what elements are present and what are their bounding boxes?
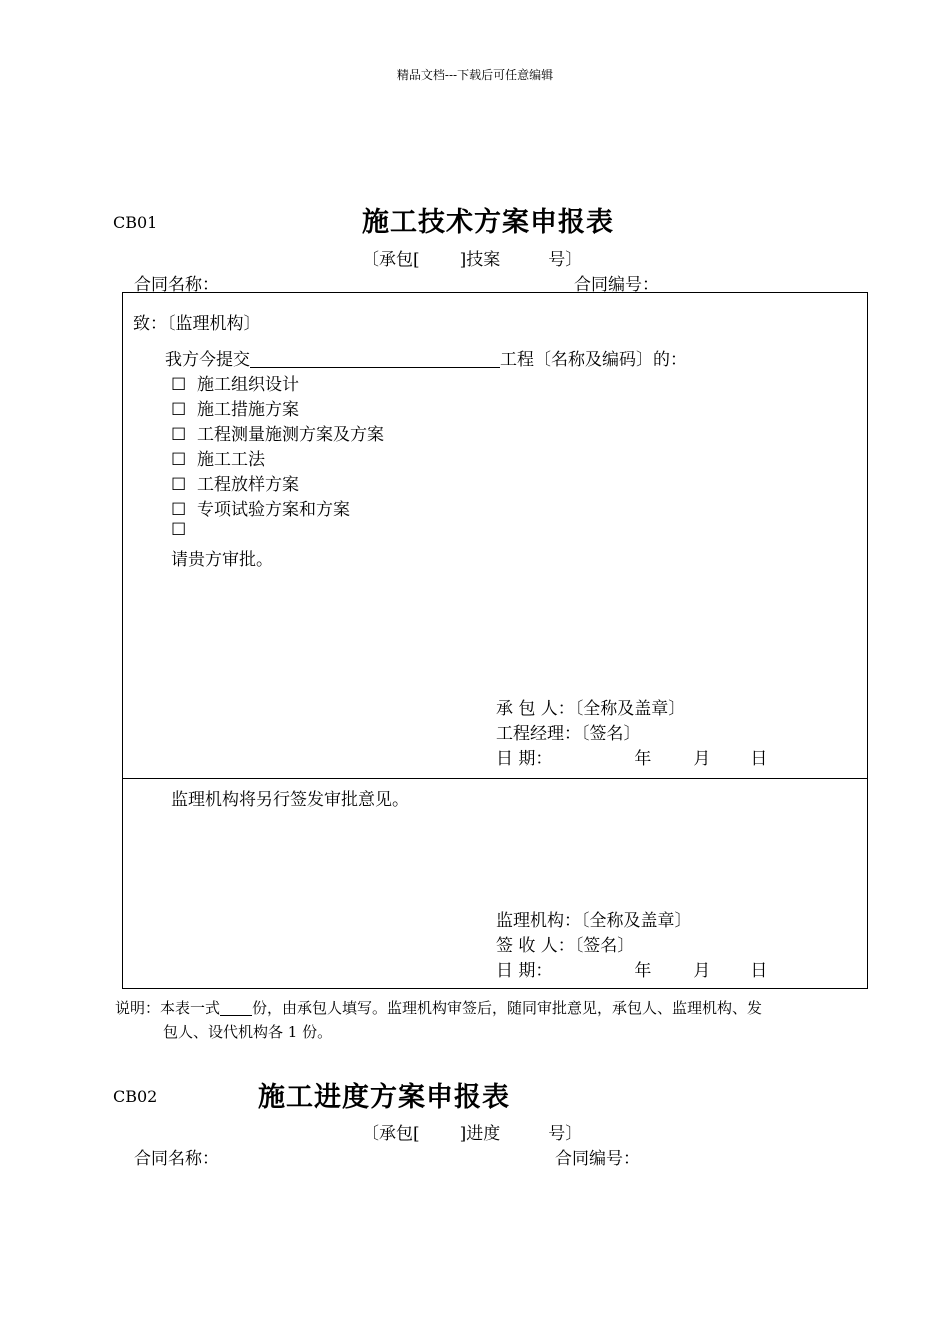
form-code: CB01: [113, 213, 158, 232]
note-line-1: [115, 997, 762, 1018]
form-number-line: [362, 245, 582, 270]
contract-no-label: 合同编号：: [555, 1149, 640, 1169]
checkbox-icon[interactable]: ☐: [171, 400, 187, 420]
note-rest: 份，由承包人填写。监理机构审签后，随同审批意见，承包人、监理机构、发: [252, 999, 763, 1017]
contractor-value: 〔全称及盖章〕: [574, 699, 686, 719]
supervisor-value: 〔全称及盖章〕: [581, 911, 692, 931]
option-label: 施工措施方案: [197, 400, 299, 420]
checkbox-icon[interactable]: ☐: [171, 475, 187, 495]
contract-name-label: 合同名称：: [134, 1149, 219, 1169]
day-label: 日: [750, 961, 768, 981]
subtitle-left: 〔承包[: [362, 1124, 420, 1144]
manager-row: [496, 719, 641, 744]
supervisor-label: 监理机构：: [496, 911, 581, 931]
form-code: CB02: [113, 1087, 158, 1106]
option-item[interactable]: [171, 395, 299, 420]
option-label: 工程测量施测方案及方案: [197, 425, 384, 445]
manager-value: 〔签名〕: [581, 724, 641, 744]
receiver-row: [496, 931, 634, 956]
submit-prefix: 我方今提交: [165, 350, 250, 370]
subtitle-mid: ]进度: [459, 1124, 501, 1144]
option-item[interactable]: [171, 420, 384, 445]
contractor-row: [496, 694, 685, 719]
month-label: 月: [693, 749, 711, 769]
subtitle-left: 〔承包[: [362, 250, 420, 270]
note-prefix: 说明：本表一式: [115, 999, 221, 1017]
checkbox-icon[interactable]: ☐: [171, 450, 187, 470]
supervisor-comment: 监理机构将另行签发审批意见。: [171, 790, 409, 810]
option-item[interactable]: [171, 495, 350, 520]
manager-label: 工程经理：: [496, 724, 581, 744]
date-row-2: [496, 956, 767, 981]
subtitle-right: 号〕: [548, 250, 583, 270]
submit-suffix: 工程〔名称及编码〕的：: [500, 350, 687, 370]
submit-line: [165, 345, 687, 370]
year-label: 年: [634, 749, 652, 769]
page-header: 精品文档---下载后可任意编辑: [396, 68, 554, 82]
subtitle-right: 号〕: [548, 1124, 583, 1144]
day-label: 日: [750, 749, 768, 769]
contract-no-label: 合同编号：: [574, 275, 659, 295]
contract-name-label: 合同名称：: [134, 275, 219, 295]
option-label: 工程放样方案: [197, 475, 299, 495]
subtitle-mid: ]技案: [459, 250, 501, 270]
date-row: [496, 744, 767, 769]
request-text: 请贵方审批。: [171, 550, 273, 570]
receiver-value: 〔签名〕: [574, 936, 635, 956]
checkbox-icon[interactable]: ☐: [171, 520, 187, 540]
option-item[interactable]: [171, 470, 299, 495]
option-item[interactable]: [171, 520, 197, 540]
contractor-label: 承 包 人：: [496, 699, 575, 719]
copies-blank[interactable]: [220, 1001, 252, 1016]
checkbox-icon[interactable]: ☐: [171, 425, 187, 445]
checkbox-icon[interactable]: ☐: [171, 375, 187, 395]
option-item[interactable]: [171, 445, 265, 470]
supervisor-row: [496, 906, 692, 931]
form-number-line: [362, 1119, 582, 1144]
date-label: 日 期：: [496, 961, 553, 981]
option-label: 施工工法: [197, 450, 265, 470]
form-title: 施工技术方案申报表: [362, 207, 614, 238]
form-title: 施工进度方案申报表: [258, 1082, 510, 1113]
project-name-blank[interactable]: [250, 350, 500, 368]
section-divider: [123, 778, 867, 779]
year-label: 年: [634, 961, 652, 981]
form-table: [122, 292, 868, 989]
addressee-line: 致：〔监理机构〕: [133, 314, 261, 334]
date-label: 日 期：: [496, 749, 553, 769]
option-item[interactable]: [171, 370, 299, 395]
option-label: 施工组织设计: [197, 375, 299, 395]
note-line-2: 包人、设代机构各 1 份。: [163, 1023, 333, 1041]
receiver-label: 签 收 人：: [496, 936, 575, 956]
option-label: 专项试验方案和方案: [197, 500, 350, 520]
checkbox-icon[interactable]: ☐: [171, 500, 187, 520]
month-label: 月: [693, 961, 711, 981]
